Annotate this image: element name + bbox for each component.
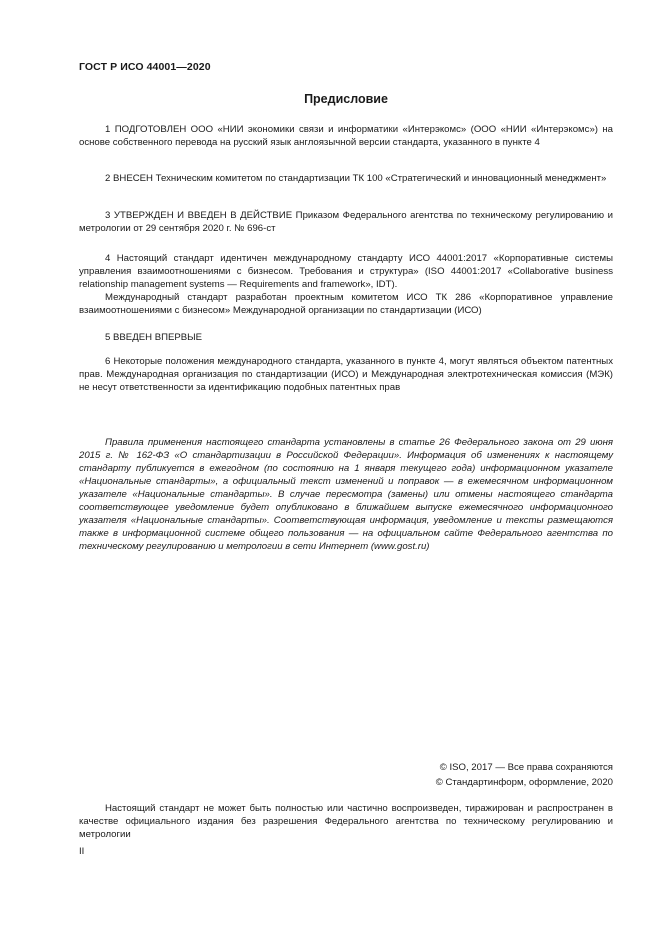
standard-header: ГОСТ Р ИСО 44001—2020	[79, 61, 211, 73]
paragraph-text: 2 ВНЕСЕН Техническим комитетом по стандартизации ТК 100 «Стратегический и инновационный менеджмент»	[105, 173, 607, 184]
rules-note-text: Правила применения настоящего стандарта установлены в статье 26 Федерального закона от 29 июня 2015 г. № 162-ФЗ «О стандартизации в Российской Федерации». Информация об изменениях к настоящему стандарту публикуется в ежегодном (по состоянию на 1 января текущего года) информационном указателе «Национальные стандарты», а официальный текст изменений и поправок — в ежемесячном информационном указателе «Национальные стандарты». В случае пересмотра (замены) или отмены настоящего стандарта соответствующее уведомление будет опубликовано в ближайшем выпуске ежемесячного информационного указателя «Национальные стандарты». Соответствующая информация, уведомление и тексты размещаются также в информационной системе общего пользования — на официальном сайте Федерального агентства по техническому регулированию и метрологии в сети Интернет (www.gost.ru)	[79, 437, 613, 552]
paragraph-2	[79, 172, 613, 185]
paragraph-3	[79, 209, 613, 235]
paragraph-text: 5 ВВЕДЕН ВПЕРВЫЕ	[105, 332, 203, 343]
rules-note	[79, 436, 613, 553]
page-number: II	[79, 846, 85, 857]
reproduction-notice	[79, 802, 613, 841]
copyright-line: © ISO, 2017 — Все права сохраняются	[439, 762, 613, 773]
paragraph-text: 4 Настоящий стандарт идентичен международному стандарту ИСО 44001:2017 «Корпоративные системы управления взаимоотношениями с бизнесом. Требования и структура» (ISO 44001:2017 «Collaborative business relationship management systems — Requirements and framework», IDT).	[79, 253, 613, 290]
paragraph-text: 3 УТВЕРЖДЕН И ВВЕДЕН В ДЕЙСТВИЕ Приказом Федерального агентства по техническому регулированию и метрологии от 29 сентября 2020 г. № 696-ст	[79, 210, 613, 234]
paragraph-1	[79, 123, 613, 149]
copyright-block	[79, 760, 613, 790]
reproduction-notice-text: Настоящий стандарт не может быть полностью или частично воспроизведен, тиражирован и распространен в качестве официального издания без разрешения Федерального агентства по техническому регулированию и метрологии	[79, 803, 613, 840]
paragraph-text: Международный стандарт разработан проектным комитетом ИСО ТК 286 «Корпоративное управление взаимоотношениями с бизнесом» Международной организации по стандартизации (ИСО)	[79, 292, 613, 316]
paragraph-text: 6 Некоторые положения международного стандарта, указанного в пункте 4, могут являться объектом патентных прав. Международная организация по стандартизации (ИСО) и Международная электротехническая комиссия (МЭК) не несут ответственности за идентификацию подобных патентных прав	[79, 356, 613, 393]
paragraph-6	[79, 355, 613, 394]
paragraph-4	[79, 252, 613, 317]
copyright-line: © Стандартинформ, оформление, 2020	[435, 777, 613, 788]
page-title: Предисловие	[304, 92, 388, 106]
paragraph-5	[79, 331, 613, 344]
paragraph-text: 1 ПОДГОТОВЛЕН ООО «НИИ экономики связи и информатики «Интерэкомс» (ООО «НИИ «Интерэкомс») на основе собственного перевода на русский язык англоязычной версии стандарта, указанного в пункте 4	[79, 124, 613, 148]
